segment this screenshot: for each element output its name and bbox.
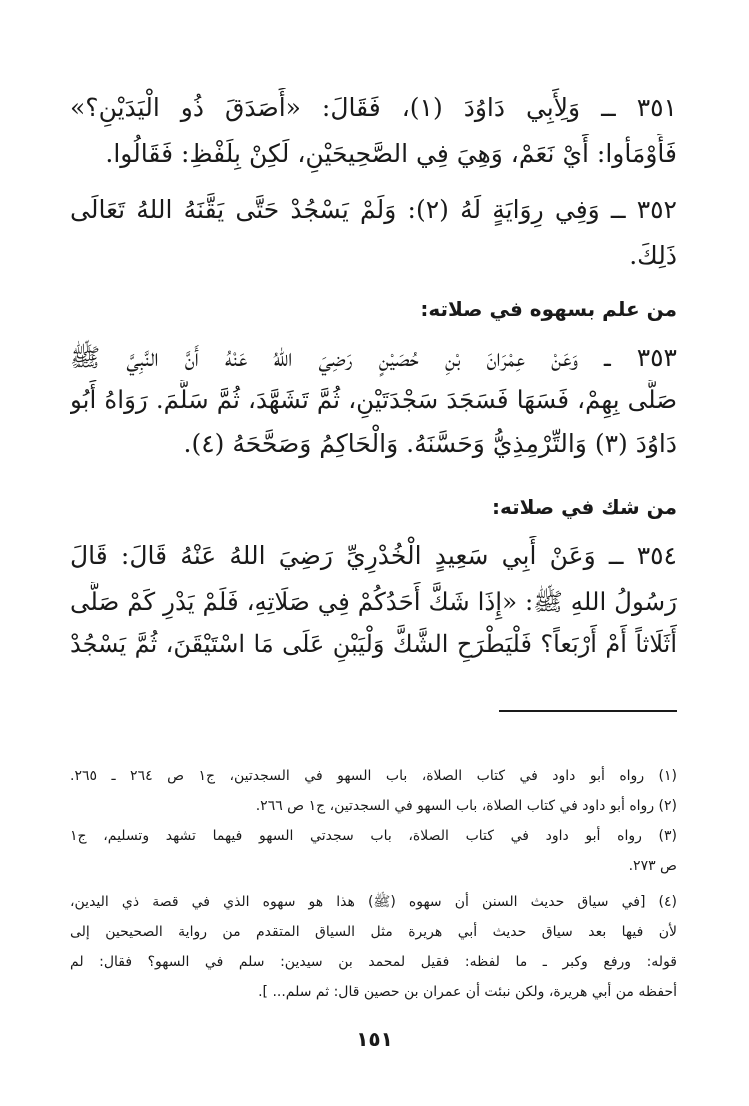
hadith-353-line-3: دَاوُدَ (٣) وَالتِّرْمِذِيُّ وَحَسَّنَهُ. وَالْحَاكِمُ وَصَحَّحَهُ (٤). bbox=[183, 429, 677, 458]
hadith-352-line-2: ذَلِكَ. bbox=[629, 241, 677, 270]
footnote-4-line-2: لأن فيها بعد سياق حديث أبي هريرة مثل السياق المتقدم من رواية الصحيحين إلى bbox=[70, 924, 677, 940]
section-heading-1: من علم بسهوه في صلاته: bbox=[420, 297, 677, 321]
hadith-354-line-1: ٣٥٤ ــ وَعَنْ أَبِي سَعِيدٍ الْخُدْرِيِّ رَضِيَ اللهُ عَنْهُ قَالَ: قَالَ bbox=[70, 541, 677, 570]
footnote-4-line-1: (٤) [في سياق حديث السنن أن سهوه (ﷺ) هذا هو سهوه الذي في قصة ذي اليدين، bbox=[70, 894, 677, 910]
hadith-353-line-1: ٣٥٣ ــ وَعَنْ عِمْرَانَ بْنِ حُصَيْنٍ رَضِيَ اللهُ عَنْهُ أَنَّ النَّبِيَّ ﷺ bbox=[70, 343, 677, 372]
footnote-4-line-4: أحفظه من أبي هريرة، ولكن نبئت أن عمران بن حصين قال: ثم سلم... ]. bbox=[258, 984, 677, 1000]
page-number: ١٥١ bbox=[356, 1027, 393, 1051]
hadith-351-line-2: فَأَوْمَأوا: أَيْ نَعَمْ، وَهِيَ فِي الصَّحِيحَيْنِ، لَكِنْ بِلَفْظِ: فَقَالُوا. bbox=[105, 139, 677, 168]
hadith-352-line-1: ٣٥٢ ــ وَفِي رِوَايَةٍ لَهُ (٢): وَلَمْ يَسْجُدْ حَتَّى يَقَّنَهُ اللهُ تَعَالَى bbox=[70, 195, 677, 224]
hadith-351-line-1: ٣٥١ ــ وَلِأَبِي دَاوُدَ (١)، فَقَالَ: «أَصَدَقَ ذُو الْيَدَيْنِ؟» bbox=[70, 93, 677, 122]
hadith-353-line-2: صَلَّى بِهِمْ، فَسَهَا فَسَجَدَ سَجْدَتَيْنِ، ثُمَّ تَشَهَّدَ، ثُمَّ سَلَّمَ. رَوَاهُ أَبُو bbox=[70, 385, 677, 414]
footnote-4-line-3: قوله: ورفع وكبر ـ ما لفظه: فقيل لمحمد بن سيدين: سلم في السهو؟ فقال: لم bbox=[70, 954, 677, 970]
footnote-1: (١) رواه أبو داود في كتاب الصلاة، باب السهو في السجدتين، ج١ ص ٢٦٤ ـ ٢٦٥. bbox=[70, 768, 677, 784]
hadith-354-line-2: رَسُولُ اللهِ ﷺ: «إِذَا شَكَّ أَحَدُكُمْ فِي صَلَاتِهِ، فَلَمْ يَدْرِ كَمْ صَلَّى bbox=[70, 587, 677, 616]
footnote-2: (٢) رواه أبو داود في كتاب الصلاة، باب السهو في السجدتين، ج١ ص ٢٦٦. bbox=[255, 798, 677, 814]
footnote-divider bbox=[499, 710, 677, 712]
footnote-3-line-1: (٣) رواه أبو داود في كتاب الصلاة، باب سجدتي السهو فيهما تشهد وتسليم، ج١ bbox=[70, 828, 677, 844]
footnote-3-line-2: ص ٢٧٣. bbox=[628, 858, 677, 874]
hadith-354-line-3: أَثَلَاثاً أَمْ أَرْبَعاً؟ فَلْيَطْرَحِ الشَّكَّ وَلْيَبْنِ عَلَى مَا اسْتَيْقَنَ، ثُمَّ يَسْجُدْ bbox=[70, 630, 677, 658]
section-heading-2: من شك في صلاته: bbox=[491, 495, 677, 519]
